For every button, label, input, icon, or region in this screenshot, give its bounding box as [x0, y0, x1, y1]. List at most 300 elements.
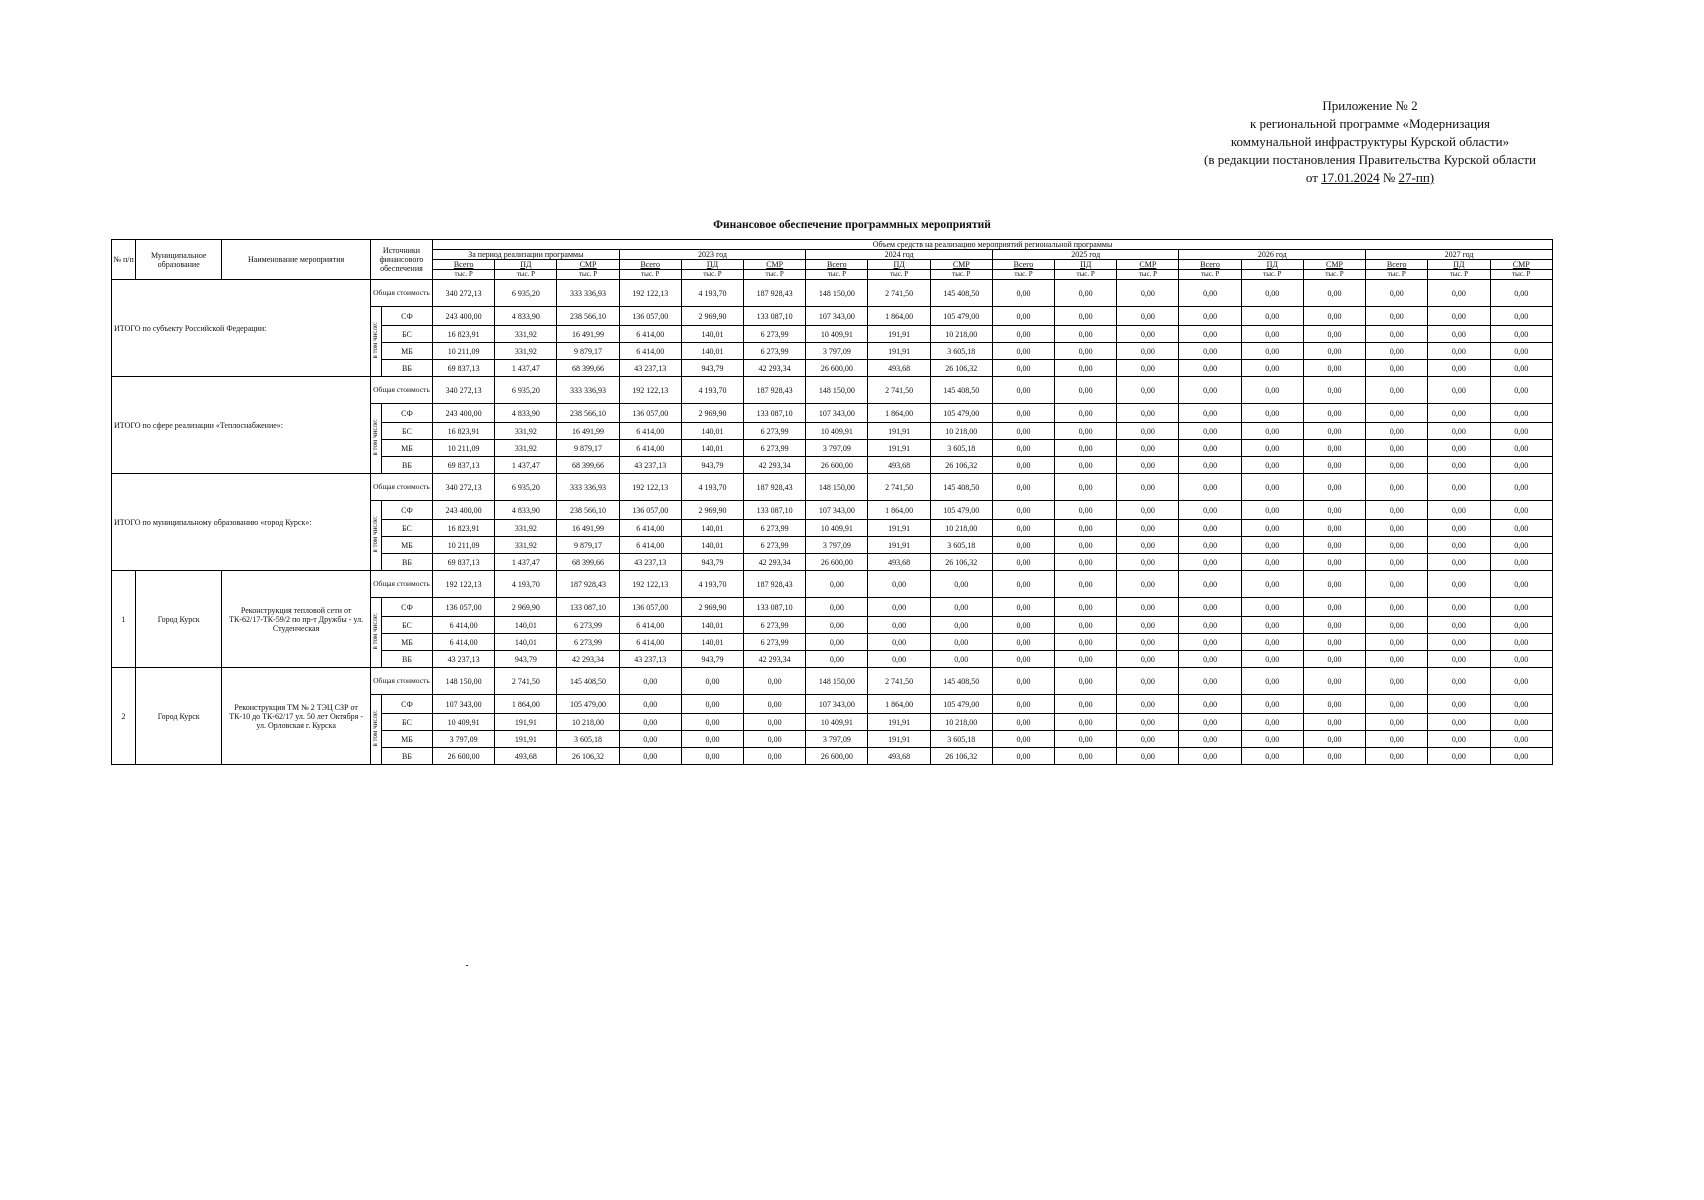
value-cell: 0,00 [1490, 440, 1553, 457]
value-cell: 0,00 [992, 474, 1054, 501]
value-cell: 136 057,00 [619, 307, 681, 326]
municipality-cell: Город Курск [136, 571, 222, 668]
value-cell: 0,00 [681, 695, 743, 714]
unit-header: тыс. Р [1117, 270, 1179, 280]
value-cell: 0,00 [1366, 520, 1428, 537]
value-cell: 3 605,18 [930, 537, 992, 554]
value-cell: 0,00 [1117, 440, 1179, 457]
value-cell: 69 837,13 [433, 360, 495, 377]
value-cell: 0,00 [1366, 457, 1428, 474]
value-cell: 0,00 [1366, 571, 1428, 598]
value-cell: 0,00 [992, 307, 1054, 326]
value-cell: 2 741,50 [868, 377, 930, 404]
unit-header: тыс. Р [1490, 270, 1553, 280]
value-cell: 0,00 [1428, 668, 1490, 695]
value-cell: 191,91 [868, 440, 930, 457]
value-cell: 0,00 [1241, 520, 1303, 537]
source-cell: СФ [381, 307, 432, 326]
period-header: 2026 год [1179, 250, 1366, 260]
value-cell: 148 150,00 [806, 668, 868, 695]
value-cell: 331,92 [495, 326, 557, 343]
subcol-header: ПД [1055, 260, 1117, 270]
value-cell: 68 399,66 [557, 554, 619, 571]
value-cell: 0,00 [1241, 440, 1303, 457]
total-label-cell: ИТОГО по субъекту Российской Федерации: [112, 280, 371, 377]
value-cell: 4 193,70 [681, 571, 743, 598]
value-cell: 9 879,17 [557, 537, 619, 554]
value-cell: 0,00 [1055, 668, 1117, 695]
value-cell: 0,00 [681, 748, 743, 765]
value-cell: 4 193,70 [495, 571, 557, 598]
value-cell: 10 409,91 [806, 326, 868, 343]
value-cell: 133 087,10 [557, 598, 619, 617]
value-cell: 6 273,99 [557, 617, 619, 634]
value-cell: 26 106,32 [930, 554, 992, 571]
including-label: в том числе: [371, 419, 380, 456]
value-cell: 26 600,00 [806, 554, 868, 571]
value-cell: 2 741,50 [868, 668, 930, 695]
value-cell: 133 087,10 [744, 307, 806, 326]
value-cell: 6 414,00 [619, 343, 681, 360]
value-cell: 0,00 [992, 748, 1054, 765]
value-cell: 148 150,00 [806, 474, 868, 501]
value-cell: 6 273,99 [744, 343, 806, 360]
col-header-sources: Источники финансового обеспечения [370, 240, 432, 280]
value-cell: 1 437,47 [495, 457, 557, 474]
value-cell: 0,00 [1366, 695, 1428, 714]
source-cell: ВБ [381, 651, 432, 668]
value-cell: 10 218,00 [557, 714, 619, 731]
subcol-header: СМР [1303, 260, 1365, 270]
value-cell: 0,00 [1366, 554, 1428, 571]
unit-header: тыс. Р [619, 270, 681, 280]
col-header-num: № п/п [112, 240, 136, 280]
value-cell: 0,00 [619, 668, 681, 695]
value-cell: 0,00 [1117, 404, 1179, 423]
value-cell: 6 273,99 [744, 423, 806, 440]
value-cell: 3 605,18 [930, 343, 992, 360]
value-cell: 187 928,43 [744, 280, 806, 307]
subcol-header: СМР [930, 260, 992, 270]
value-cell: 0,00 [1241, 651, 1303, 668]
value-cell: 140,01 [681, 520, 743, 537]
appendix-line-1: Приложение № 2 [1322, 98, 1418, 113]
scan-speck [466, 965, 468, 966]
value-cell: 0,00 [1055, 571, 1117, 598]
unit-header: тыс. Р [1241, 270, 1303, 280]
value-cell: 68 399,66 [557, 457, 619, 474]
value-cell: 0,00 [1241, 457, 1303, 474]
period-header: 2025 год [992, 250, 1179, 260]
source-total-cell: Общая стоимость [370, 571, 432, 598]
value-cell: 0,00 [1428, 598, 1490, 617]
value-cell: 493,68 [868, 457, 930, 474]
value-cell: 10 409,91 [806, 423, 868, 440]
value-cell: 243 400,00 [433, 404, 495, 423]
value-cell: 148 150,00 [806, 377, 868, 404]
value-cell: 0,00 [1241, 360, 1303, 377]
value-cell: 0,00 [1055, 501, 1117, 520]
value-cell: 0,00 [1303, 695, 1365, 714]
subcol-header: Всего [1179, 260, 1241, 270]
value-cell: 943,79 [495, 651, 557, 668]
value-cell: 238 566,10 [557, 404, 619, 423]
value-cell: 10 211,09 [433, 343, 495, 360]
value-cell: 0,00 [1117, 695, 1179, 714]
value-cell: 0,00 [1303, 651, 1365, 668]
period-header: За период реализации программы [433, 250, 620, 260]
value-cell: 0,00 [1303, 668, 1365, 695]
value-cell: 0,00 [1179, 731, 1241, 748]
source-cell: СФ [381, 598, 432, 617]
value-cell: 26 106,32 [930, 360, 992, 377]
value-cell: 0,00 [1179, 474, 1241, 501]
value-cell: 43 237,13 [619, 554, 681, 571]
value-cell: 0,00 [1055, 474, 1117, 501]
value-cell: 0,00 [1366, 668, 1428, 695]
unit-header: тыс. Р [744, 270, 806, 280]
value-cell: 69 837,13 [433, 554, 495, 571]
value-cell: 6 414,00 [433, 617, 495, 634]
value-cell: 0,00 [1179, 651, 1241, 668]
value-cell: 136 057,00 [619, 501, 681, 520]
value-cell: 10 211,09 [433, 440, 495, 457]
value-cell: 140,01 [681, 343, 743, 360]
value-cell: 0,00 [1117, 423, 1179, 440]
value-cell: 145 408,50 [930, 474, 992, 501]
value-cell: 0,00 [1366, 280, 1428, 307]
value-cell: 0,00 [1428, 571, 1490, 598]
value-cell: 0,00 [1241, 554, 1303, 571]
value-cell: 0,00 [619, 714, 681, 731]
value-cell: 4 193,70 [681, 474, 743, 501]
value-cell: 6 935,20 [495, 377, 557, 404]
value-cell: 192 122,13 [619, 571, 681, 598]
value-cell: 0,00 [1428, 457, 1490, 474]
value-cell: 0,00 [1179, 404, 1241, 423]
total-label-cell: ИТОГО по сфере реализации «Теплоснабжение»: [112, 377, 371, 474]
value-cell: 0,00 [1055, 748, 1117, 765]
value-cell: 6 273,99 [744, 634, 806, 651]
row-number: 1 [112, 571, 136, 668]
value-cell: 187 928,43 [744, 571, 806, 598]
value-cell: 0,00 [992, 668, 1054, 695]
value-cell: 0,00 [1179, 714, 1241, 731]
value-cell: 10 409,91 [806, 714, 868, 731]
value-cell: 107 343,00 [806, 307, 868, 326]
value-cell: 191,91 [868, 326, 930, 343]
source-cell: МБ [381, 440, 432, 457]
including-label-cell [370, 598, 381, 668]
value-cell: 0,00 [1428, 748, 1490, 765]
value-cell: 107 343,00 [806, 501, 868, 520]
source-cell: ВБ [381, 360, 432, 377]
unit-header: тыс. Р [1366, 270, 1428, 280]
value-cell: 0,00 [1303, 404, 1365, 423]
appendix-line-2: к региональной программе «Модернизация [1249, 116, 1491, 131]
value-cell: 0,00 [1055, 537, 1117, 554]
value-cell: 0,00 [1303, 748, 1365, 765]
subcol-header: СМР [1490, 260, 1553, 270]
value-cell: 0,00 [868, 617, 930, 634]
value-cell: 42 293,34 [744, 360, 806, 377]
value-cell: 0,00 [1366, 501, 1428, 520]
value-cell: 107 343,00 [806, 695, 868, 714]
value-cell: 0,00 [1117, 307, 1179, 326]
appendix-number: 27-пп) [1398, 170, 1435, 185]
value-cell: 0,00 [1055, 554, 1117, 571]
value-cell: 943,79 [681, 554, 743, 571]
value-cell: 0,00 [1428, 280, 1490, 307]
value-cell: 0,00 [1303, 571, 1365, 598]
value-cell: 0,00 [1117, 571, 1179, 598]
value-cell: 238 566,10 [557, 501, 619, 520]
value-cell: 6 414,00 [619, 520, 681, 537]
value-cell: 6 273,99 [744, 617, 806, 634]
value-cell: 0,00 [1303, 423, 1365, 440]
value-cell: 0,00 [1428, 501, 1490, 520]
value-cell: 0,00 [1428, 520, 1490, 537]
value-cell: 0,00 [1366, 360, 1428, 377]
unit-header: тыс. Р [1055, 270, 1117, 280]
unit-header: тыс. Р [806, 270, 868, 280]
financing-table [111, 239, 1553, 765]
value-cell: 0,00 [1428, 731, 1490, 748]
value-cell: 0,00 [930, 617, 992, 634]
value-cell: 9 879,17 [557, 440, 619, 457]
value-cell: 2 969,90 [681, 404, 743, 423]
value-cell: 0,00 [1428, 554, 1490, 571]
table-row [112, 571, 1553, 598]
value-cell: 0,00 [1303, 440, 1365, 457]
value-cell: 3 605,18 [930, 731, 992, 748]
value-cell: 0,00 [1366, 651, 1428, 668]
value-cell: 1 864,00 [868, 307, 930, 326]
value-cell: 0,00 [1366, 440, 1428, 457]
value-cell: 0,00 [1117, 474, 1179, 501]
value-cell: 0,00 [1179, 668, 1241, 695]
value-cell: 140,01 [681, 617, 743, 634]
value-cell: 26 600,00 [806, 748, 868, 765]
value-cell: 0,00 [1490, 668, 1553, 695]
value-cell: 331,92 [495, 537, 557, 554]
value-cell: 0,00 [1490, 748, 1553, 765]
value-cell: 6 935,20 [495, 280, 557, 307]
subcol-header: СМР [1117, 260, 1179, 270]
value-cell: 105 479,00 [930, 695, 992, 714]
value-cell: 6 414,00 [619, 423, 681, 440]
value-cell: 0,00 [1366, 634, 1428, 651]
value-cell: 2 969,90 [681, 598, 743, 617]
value-cell: 2 969,90 [681, 307, 743, 326]
table-row [112, 668, 1553, 695]
value-cell: 1 864,00 [868, 695, 930, 714]
value-cell: 4 193,70 [681, 377, 743, 404]
value-cell: 68 399,66 [557, 360, 619, 377]
value-cell: 191,91 [868, 714, 930, 731]
value-cell: 133 087,10 [744, 501, 806, 520]
value-cell: 0,00 [1055, 520, 1117, 537]
value-cell: 0,00 [1117, 343, 1179, 360]
value-cell: 6 414,00 [619, 634, 681, 651]
value-cell: 0,00 [1490, 423, 1553, 440]
including-label-cell [370, 307, 381, 377]
source-cell: БС [381, 617, 432, 634]
value-cell: 0,00 [1366, 748, 1428, 765]
value-cell: 0,00 [868, 598, 930, 617]
value-cell: 0,00 [1490, 634, 1553, 651]
value-cell: 2 741,50 [868, 280, 930, 307]
value-cell: 0,00 [1055, 695, 1117, 714]
value-cell: 0,00 [930, 634, 992, 651]
value-cell: 0,00 [1179, 571, 1241, 598]
value-cell: 0,00 [1428, 474, 1490, 501]
value-cell: 0,00 [1179, 457, 1241, 474]
value-cell: 43 237,13 [619, 457, 681, 474]
value-cell: 140,01 [495, 634, 557, 651]
value-cell: 340 272,13 [433, 280, 495, 307]
source-cell: МБ [381, 343, 432, 360]
value-cell: 105 479,00 [930, 501, 992, 520]
value-cell: 0,00 [1428, 695, 1490, 714]
value-cell: 0,00 [1241, 731, 1303, 748]
value-cell: 26 600,00 [806, 360, 868, 377]
value-cell: 0,00 [1428, 537, 1490, 554]
value-cell: 0,00 [806, 617, 868, 634]
value-cell: 107 343,00 [433, 695, 495, 714]
value-cell: 0,00 [992, 520, 1054, 537]
value-cell: 0,00 [1241, 617, 1303, 634]
value-cell: 0,00 [744, 714, 806, 731]
value-cell: 340 272,13 [433, 474, 495, 501]
subcol-header: ПД [868, 260, 930, 270]
value-cell: 0,00 [930, 571, 992, 598]
value-cell: 0,00 [930, 598, 992, 617]
value-cell: 136 057,00 [619, 598, 681, 617]
value-cell: 0,00 [1055, 326, 1117, 343]
value-cell: 0,00 [992, 280, 1054, 307]
value-cell: 0,00 [1428, 404, 1490, 423]
source-cell: СФ [381, 404, 432, 423]
value-cell: 238 566,10 [557, 307, 619, 326]
value-cell: 943,79 [681, 360, 743, 377]
value-cell: 0,00 [992, 343, 1054, 360]
value-cell: 0,00 [1428, 714, 1490, 731]
value-cell: 1 437,47 [495, 554, 557, 571]
municipality-cell: Город Курск [136, 668, 222, 765]
value-cell: 0,00 [1303, 326, 1365, 343]
value-cell: 4 193,70 [681, 280, 743, 307]
value-cell: 0,00 [1179, 520, 1241, 537]
value-cell: 0,00 [1055, 634, 1117, 651]
value-cell: 4 833,90 [495, 307, 557, 326]
value-cell: 0,00 [1366, 617, 1428, 634]
value-cell: 6 414,00 [619, 617, 681, 634]
value-cell: 140,01 [681, 423, 743, 440]
value-cell: 0,00 [1241, 307, 1303, 326]
value-cell: 140,01 [681, 326, 743, 343]
value-cell: 191,91 [868, 423, 930, 440]
value-cell: 3 797,09 [806, 343, 868, 360]
value-cell: 0,00 [1241, 571, 1303, 598]
subcol-header: ПД [495, 260, 557, 270]
value-cell: 0,00 [1241, 404, 1303, 423]
value-cell: 0,00 [1490, 598, 1553, 617]
value-cell: 0,00 [1179, 280, 1241, 307]
value-cell: 0,00 [1366, 343, 1428, 360]
value-cell: 0,00 [992, 651, 1054, 668]
value-cell: 191,91 [868, 731, 930, 748]
value-cell: 0,00 [1490, 404, 1553, 423]
value-cell: 0,00 [992, 598, 1054, 617]
col-header-event: Наименование мероприятия [222, 240, 370, 280]
unit-header: тыс. Р [1179, 270, 1241, 280]
value-cell: 0,00 [1366, 537, 1428, 554]
value-cell: 0,00 [1117, 598, 1179, 617]
value-cell: 0,00 [1241, 280, 1303, 307]
value-cell: 6 273,99 [557, 634, 619, 651]
value-cell: 0,00 [1490, 695, 1553, 714]
value-cell: 3 797,09 [433, 731, 495, 748]
table-row [112, 377, 1553, 404]
value-cell: 0,00 [1428, 440, 1490, 457]
value-cell: 0,00 [1117, 280, 1179, 307]
value-cell: 0,00 [1055, 714, 1117, 731]
value-cell: 26 106,32 [930, 457, 992, 474]
value-cell: 0,00 [1117, 617, 1179, 634]
value-cell: 133 087,10 [744, 598, 806, 617]
value-cell: 0,00 [992, 326, 1054, 343]
value-cell: 0,00 [1241, 695, 1303, 714]
value-cell: 6 273,99 [744, 537, 806, 554]
appendix-line-4: (в редакции постановления Правительства Курской области [1204, 152, 1536, 167]
value-cell: 0,00 [619, 695, 681, 714]
value-cell: 0,00 [1117, 748, 1179, 765]
value-cell: 0,00 [992, 501, 1054, 520]
source-cell: ВБ [381, 748, 432, 765]
value-cell: 191,91 [868, 537, 930, 554]
value-cell: 145 408,50 [930, 280, 992, 307]
unit-header: тыс. Р [868, 270, 930, 280]
value-cell: 0,00 [1303, 501, 1365, 520]
subcol-header: Всего [433, 260, 495, 270]
appendix-header [1180, 97, 1560, 187]
value-cell: 192 122,13 [433, 571, 495, 598]
source-cell: МБ [381, 731, 432, 748]
value-cell: 133 087,10 [744, 404, 806, 423]
value-cell: 6 273,99 [744, 520, 806, 537]
value-cell: 0,00 [1303, 280, 1365, 307]
value-cell: 0,00 [744, 731, 806, 748]
value-cell: 0,00 [992, 714, 1054, 731]
value-cell: 0,00 [681, 668, 743, 695]
value-cell: 0,00 [1117, 537, 1179, 554]
value-cell: 0,00 [1241, 423, 1303, 440]
value-cell: 192 122,13 [619, 280, 681, 307]
including-label: в том числе: [371, 613, 380, 650]
value-cell: 0,00 [1055, 377, 1117, 404]
value-cell: 0,00 [1428, 651, 1490, 668]
value-cell: 0,00 [1366, 404, 1428, 423]
value-cell: 0,00 [1303, 554, 1365, 571]
value-cell: 0,00 [1490, 474, 1553, 501]
value-cell: 0,00 [1179, 326, 1241, 343]
value-cell: 1 864,00 [868, 501, 930, 520]
value-cell: 191,91 [495, 731, 557, 748]
value-cell: 0,00 [992, 634, 1054, 651]
value-cell: 0,00 [1117, 377, 1179, 404]
value-cell: 0,00 [1055, 280, 1117, 307]
